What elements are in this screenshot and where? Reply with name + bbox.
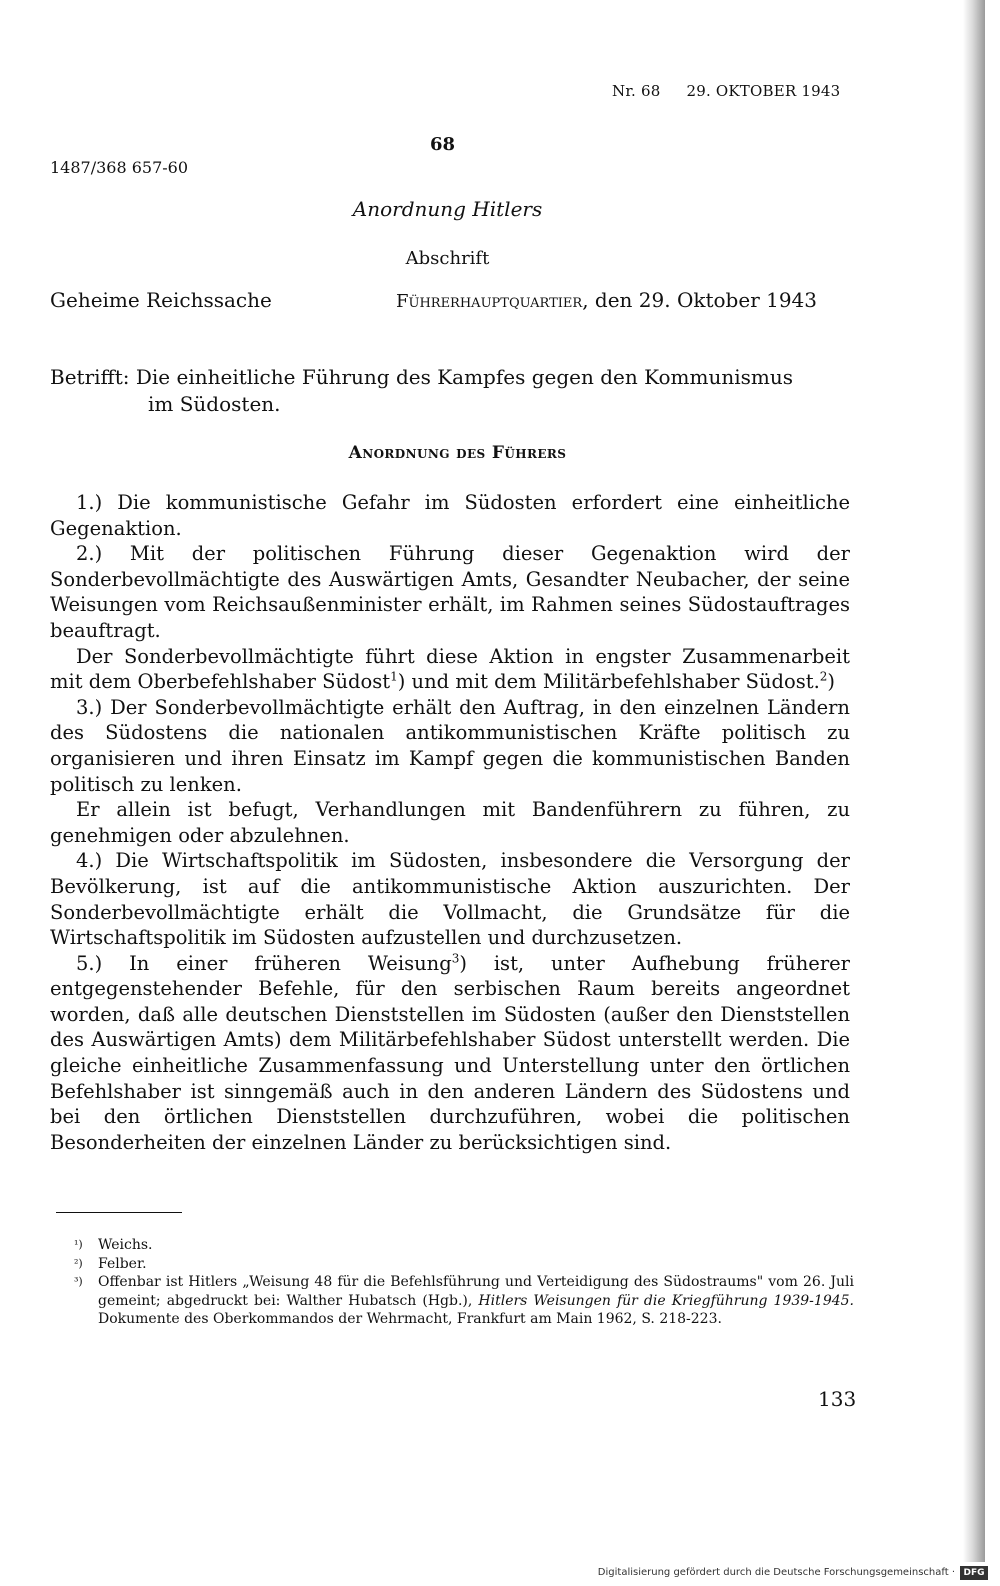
footnotes: [74, 1236, 854, 1329]
footnote-text-b: Dokumente des Oberkommandos der Wehrmacht, Frankfurt am Main 1962, S. 218-223.: [98, 1311, 722, 1328]
footnote-text: [98, 1273, 854, 1329]
footnote-text: Weichs.: [98, 1237, 153, 1253]
digitization-credit-bar: [0, 1562, 1000, 1586]
place: Führerhauptquartier: [396, 291, 583, 312]
running-head-doc-number: Nr. 68: [612, 82, 661, 100]
subject-line: [50, 364, 860, 418]
footnote-mark: ³): [74, 1275, 83, 1289]
paragraph-3-text-b: ) und mit dem Militärbefehlshaber Südost.: [397, 670, 820, 694]
file-number: 1487/368 657-60: [50, 158, 189, 177]
paragraph-7-text: 5.) In einer früheren Weisung: [76, 951, 452, 975]
footnote-ref-2: 2: [819, 669, 828, 684]
footnote-divider: [56, 1212, 182, 1213]
running-head-date: 29. OKTOBER 1943: [686, 82, 841, 100]
footnote: [74, 1255, 854, 1274]
footnote-text-a: Offenbar ist Hitlers „Weisung 48 für die Befehlsführung und Verteidigung des Südostraums" vom 26. Juli gemeint; abgedruckt bei: Walther Hubatsch (Hgb.),: [98, 1274, 854, 1309]
footnote: [74, 1236, 854, 1255]
dfg-logo-icon: DFG: [960, 1566, 988, 1580]
footnote-ref-1: 1: [390, 669, 398, 684]
paragraph-1: 1.) Die kommunistische Gefahr im Südosten erfordert eine einheitliche Gegenaktion.: [50, 491, 850, 540]
footnote-mark: ¹): [74, 1238, 83, 1251]
footnote: [74, 1273, 854, 1329]
footnote-mark: ²): [74, 1256, 83, 1270]
page-number: 133: [818, 1387, 857, 1411]
paragraph-3: [50, 644, 850, 695]
date: , den 29. Oktober 1943: [582, 288, 818, 312]
footnote-book-title: Hitlers Weisungen für die Kriegführung 1939-1945.: [478, 1292, 854, 1309]
paragraph-7-text-b: ) ist, unter Aufhebung früherer entgegenstehender Befehle, für den serbischen Raum bereits angeordnet worden, daß alle deutschen Dienststellen im Südosten (außer den Dienststellen des Auswärtigen Amts) dem Militärbefehlshaber Südost unterstellt werden. Die gleiche einheitliche Zusammenfassung und Unterstellung unter den örtlichen Befehlshaber ist sinngemäß auch in den anderen Ländern des Südostens und bei den örtlichen Dienststellen durchzuführen, wobei die politischen Besonderheiten der einzelnen Länder zu berücksichtigen sind.: [50, 951, 851, 1154]
footnote-ref-3: 3: [451, 951, 460, 966]
place-date-line: [396, 288, 817, 312]
paragraph-7: [50, 951, 850, 1156]
paragraph-6: 4.) Die Wirtschaftspolitik im Südosten, insbesondere die Versorgung der Bevölkerung, ist auf die antikommunistische Aktion auszurichten. Der Sonderbevollmächtigte erhält die Vollmacht, die Grundsätze für die Wirtschaftspolitik im Südosten aufzustellen und durchzusetzen.: [50, 849, 850, 950]
document-number: 68: [430, 134, 456, 155]
scan-edge-shadow: [963, 0, 985, 1562]
subject-line-1: Betrifft: Die einheitliche Führung des Kampfes gegen den Kommunismus: [50, 365, 793, 389]
document-title: Anordnung Hitlers: [352, 197, 543, 221]
running-head: [612, 82, 840, 100]
classification: Geheime Reichssache: [50, 288, 272, 312]
paragraph-3-text: Der Sonderbevollmächtigte führt diese Aktion in engster Zusammenarbeit mit dem Oberbefehlshaber Südost: [50, 644, 850, 694]
footnote-text: Felber.: [98, 1255, 147, 1272]
paragraph-5: Er allein ist befugt, Verhandlungen mit Bandenführern zu führen, zu genehmigen oder abzulehnen.: [50, 798, 850, 847]
section-heading: Anordnung des Führers: [348, 443, 567, 463]
subject-line-2: im Südosten.: [148, 392, 281, 416]
paragraph-3-text-c: ): [827, 670, 836, 694]
body-text: [50, 490, 850, 1155]
digitization-credit: Digitalisierung gefördert durch die Deutsche Forschungsgemeinschaft ·: [597, 1567, 955, 1578]
paragraph-2: 2.) Mit der politischen Führung dieser Gegenaktion wird der Sonderbevollmächtigte des Auswärtigen Amts, Gesandter Neubacher, der seine Weisungen vom Reichsaußenminister erhält, im Rahmen seines Südostauftrages beauftragt.: [50, 542, 850, 642]
paragraph-4: 3.) Der Sonderbevollmächtigte erhält den Auftrag, in den einzelnen Ländern des Südostens die nationalen antikommunistischen Kräfte politisch zu organisieren und ihren Einsatz im Kampf gegen die kommunistischen Banden politisch zu lenken.: [50, 695, 850, 796]
copy-label: Abschrift: [405, 248, 490, 269]
